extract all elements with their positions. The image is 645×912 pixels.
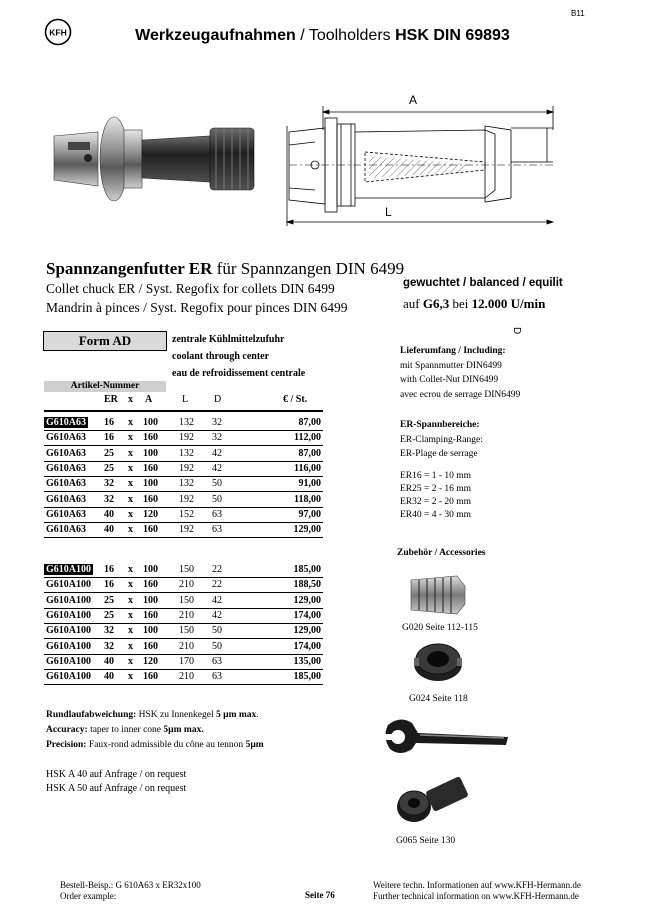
- times-sign: x: [128, 640, 133, 652]
- article-code: G610A100: [46, 671, 91, 683]
- dim-d: 63: [212, 671, 222, 683]
- table-row: [44, 577, 323, 593]
- col-header-price: € / St.: [283, 394, 308, 405]
- accessory-label-g020: G020 Seite 112-115: [402, 623, 478, 633]
- dim-a: 160: [143, 524, 158, 536]
- table-row: [44, 507, 323, 523]
- dim-d: 42: [212, 609, 222, 621]
- times-sign: x: [128, 447, 133, 459]
- table-row: [44, 593, 323, 609]
- er-size: 32: [104, 478, 114, 490]
- price: 87,00: [298, 417, 321, 428]
- table-row: [44, 430, 323, 446]
- dim-d: 32: [212, 417, 222, 428]
- times-sign: x: [128, 524, 133, 536]
- er-size: 32: [104, 640, 114, 652]
- dim-a: 100: [143, 417, 158, 428]
- times-sign: x: [128, 493, 133, 505]
- col-header-a: A: [145, 394, 153, 405]
- product-title-rest: für Spannzangen DIN 6499: [212, 259, 405, 278]
- dim-a: 100: [143, 564, 158, 575]
- times-sign: x: [128, 579, 133, 591]
- article-code: G610A63: [46, 508, 86, 520]
- times-sign: x: [128, 432, 133, 444]
- er-size: 32: [104, 493, 114, 505]
- note-label: Rundlaufabweichung:: [46, 710, 137, 720]
- form-ad-box: Form AD: [43, 331, 167, 351]
- article-code: G610A100: [46, 594, 91, 606]
- price: 188,50: [293, 579, 321, 591]
- dim-d: 32: [212, 432, 222, 444]
- article-code: G610A63: [46, 462, 86, 474]
- dim-l: 132: [179, 417, 194, 428]
- table-row: [44, 476, 323, 492]
- article-code: G610A100: [46, 655, 91, 667]
- er-size: 40: [104, 508, 114, 520]
- dim-l: 192: [179, 493, 194, 505]
- article-code: G610A63: [46, 447, 86, 459]
- er-size: 16: [104, 564, 114, 575]
- dim-d: 50: [212, 640, 222, 652]
- er-size: 16: [104, 432, 114, 444]
- ranges-line: ER-Clamping-Range:: [400, 434, 483, 445]
- clamping-ranges-heading: [400, 418, 483, 462]
- wrench-icon: [380, 715, 510, 760]
- price: 91,00: [298, 478, 321, 490]
- table-row: [44, 446, 323, 462]
- col-header-er: ER: [104, 394, 118, 405]
- times-sign: x: [128, 671, 133, 683]
- request-line: HSK A 40 auf Anfrage / on request: [46, 769, 187, 780]
- er-size: 40: [104, 524, 114, 536]
- er-size: 25: [104, 594, 114, 606]
- note-value: 5µm: [245, 740, 264, 750]
- footer-info-de: Weitere techn. Informationen auf www.KFH-Hermann.de: [373, 880, 581, 890]
- table-row: [44, 492, 323, 508]
- dim-d: 22: [212, 564, 222, 575]
- dim-l: 170: [179, 655, 194, 667]
- er-size: 25: [104, 447, 114, 459]
- note-value: 5 µm max: [215, 710, 257, 720]
- times-sign: x: [128, 625, 133, 637]
- coolant-en: coolant through center: [172, 351, 270, 362]
- balance-spec: [403, 296, 545, 312]
- times-sign: x: [128, 508, 133, 520]
- dim-a: 160: [143, 432, 158, 444]
- toolholder-photo: [50, 108, 260, 208]
- er-size: 32: [104, 625, 114, 637]
- note-runout: [46, 708, 264, 723]
- article-code: G610A63: [46, 478, 86, 490]
- range-value: ER16 = 1 - 10 mm: [400, 471, 472, 481]
- table-row: [44, 654, 323, 670]
- article-code: G610A100: [46, 579, 91, 591]
- article-code: G610A100: [46, 640, 91, 652]
- article-code: G610A63: [46, 524, 86, 536]
- dim-d-label: D: [511, 327, 522, 335]
- runout-notes: [46, 708, 264, 753]
- article-code: G610A63: [46, 493, 86, 505]
- title-part-2: HSK DIN 69893: [395, 27, 510, 44]
- price: 116,00: [294, 462, 321, 474]
- collet-nut-icon: [412, 640, 464, 682]
- clamping-device-icon: [392, 773, 472, 828]
- dim-d: 63: [212, 508, 222, 520]
- scope-line: with Collet-Nut DIN6499: [400, 375, 499, 385]
- note-accuracy: [46, 723, 264, 738]
- order-example-en: Order example:: [60, 891, 117, 901]
- page-number: B11: [571, 9, 585, 18]
- dim-a: 100: [143, 447, 158, 459]
- product-title: [46, 259, 404, 279]
- dim-d: 22: [212, 579, 222, 591]
- table-row: [44, 415, 323, 431]
- note-label: Accuracy:: [46, 725, 88, 735]
- dim-l: 210: [179, 609, 194, 621]
- col-header-l: L: [182, 394, 189, 405]
- dim-d: 42: [212, 594, 222, 606]
- order-example-de: Bestell-Beisp.: G 610A63 x ER32x100: [60, 880, 201, 890]
- request-line: HSK A 50 auf Anfrage / on request: [46, 782, 187, 794]
- article-code: G610A100: [46, 564, 91, 575]
- scope-line: avec ecrou de serrage DIN6499: [400, 389, 521, 400]
- dim-l: 132: [179, 447, 194, 459]
- on-request-notes: [46, 768, 186, 795]
- product-title-bold: Spannzangenfutter ER: [46, 259, 213, 278]
- title-separator: / Toolholders: [295, 27, 396, 44]
- footer-info: [373, 880, 581, 902]
- table-row: [44, 669, 323, 685]
- dim-l: 150: [179, 625, 194, 637]
- dim-a: 100: [143, 625, 158, 637]
- balance-rpm: 12.000 U/min: [471, 296, 546, 311]
- dim-d: 50: [212, 625, 222, 637]
- price: 97,00: [298, 508, 321, 520]
- dim-d: 50: [212, 478, 222, 490]
- ranges-line: ER-Plage de serrage: [400, 449, 478, 459]
- col-header-d: D: [214, 394, 222, 405]
- price: 129,00: [293, 625, 321, 637]
- er-size: 40: [104, 655, 114, 667]
- table-row: [44, 639, 323, 655]
- dim-l: 210: [179, 671, 194, 683]
- price: 112,00: [294, 432, 321, 444]
- dim-l: 210: [179, 579, 194, 591]
- note-value: 5µm max.: [163, 725, 204, 735]
- product-subtitle-fr: Mandrin à pinces / Syst. Regofix pour pinces DIN 6499: [46, 300, 348, 315]
- range-value: ER25 = 2 - 16 mm: [400, 484, 472, 494]
- range-value: ER32 = 2 - 20 mm: [400, 497, 472, 507]
- price: 174,00: [293, 640, 321, 652]
- dim-a: 160: [143, 579, 158, 591]
- table-row: [44, 522, 323, 538]
- table-row: [44, 562, 323, 578]
- balance-spec-pre: auf: [403, 296, 423, 311]
- times-sign: x: [128, 462, 133, 474]
- dim-a: 120: [143, 508, 158, 520]
- dim-d: 42: [212, 462, 222, 474]
- ranges-heading: ER-Spannbereiche:: [400, 420, 480, 430]
- dim-d: 63: [212, 655, 222, 667]
- dim-a: 100: [143, 478, 158, 490]
- times-sign: x: [128, 417, 133, 428]
- balanced-label: gewuchtet / balanced / equilit: [403, 277, 563, 289]
- header-rule: [44, 410, 323, 412]
- table-row: [44, 608, 323, 624]
- er-size: 16: [104, 579, 114, 591]
- er-size: 40: [104, 671, 114, 683]
- dim-l-label: L: [385, 205, 392, 219]
- footer-page-number: Seite 76: [305, 890, 335, 900]
- accessory-label-g065: G065 Seite 130: [396, 836, 456, 846]
- dim-l: 192: [179, 432, 194, 444]
- table-row: [44, 623, 323, 639]
- article-code: G610A63: [46, 432, 86, 444]
- logo-text: KFH: [49, 27, 67, 38]
- order-example: [60, 880, 201, 902]
- times-sign: x: [128, 478, 133, 490]
- note-text: taper to inner cone: [87, 725, 164, 735]
- article-code: G610A63: [46, 417, 86, 428]
- coolant-de: zentrale Kühlmittelzufuhr: [172, 334, 285, 345]
- note-precision: [46, 738, 264, 753]
- er-size: 25: [104, 609, 114, 621]
- dim-d: 63: [212, 524, 222, 536]
- price: 135,00: [293, 655, 321, 667]
- range-value: ER40 = 4 - 30 mm: [400, 510, 472, 520]
- title-part-1: Werkzeugaufnahmen: [135, 27, 296, 44]
- price: 129,00: [293, 594, 321, 606]
- article-code: G610A100: [46, 609, 91, 621]
- er-size: 25: [104, 462, 114, 474]
- note-end: .: [256, 710, 259, 720]
- scope-heading: Lieferumfang / Including:: [400, 346, 506, 356]
- price: 185,00: [293, 671, 321, 683]
- scope-of-delivery: [400, 344, 520, 402]
- dim-a: 100: [143, 594, 158, 606]
- accessories-heading: Zubehör / Accessories: [397, 548, 486, 558]
- scope-line: mit Spannmutter DIN6499: [400, 360, 502, 371]
- balance-spec-mid: bei: [449, 296, 472, 311]
- price: 87,00: [298, 447, 321, 459]
- article-number-label: Artikel-Nummer: [44, 381, 166, 392]
- page-title: [0, 27, 645, 45]
- dim-a: 160: [143, 640, 158, 652]
- accessory-label-g024: G024 Seite 118: [409, 694, 468, 704]
- dim-a: 120: [143, 655, 158, 667]
- note-text: Faux-rond admissible du cône au tennon: [86, 740, 246, 750]
- price: 118,00: [294, 493, 321, 505]
- dim-a: 160: [143, 671, 158, 683]
- price: 185,00: [293, 564, 321, 575]
- article-code: G610A100: [46, 625, 91, 637]
- times-sign: x: [128, 655, 133, 667]
- dim-a: 160: [143, 493, 158, 505]
- dim-l: 192: [179, 462, 194, 474]
- coolant-fr: eau de refroidissement centrale: [172, 368, 306, 379]
- dim-d: 42: [212, 447, 222, 459]
- times-sign: x: [128, 609, 133, 621]
- dim-l: 132: [179, 478, 194, 490]
- footer-info-en: Further technical information on www.KFH-Hermann.de: [373, 891, 579, 901]
- clamping-ranges-values: [400, 470, 471, 522]
- dim-a: 160: [143, 462, 158, 474]
- balance-grade: G6,3: [422, 296, 450, 311]
- collet-icon: [405, 572, 469, 618]
- product-subtitle-en: Collet chuck ER / Syst. Regofix for collets DIN 6499: [46, 281, 335, 296]
- note-text: HSK zu Innenkegel: [136, 710, 216, 720]
- dim-l: 150: [179, 564, 194, 575]
- note-label: Precision:: [46, 740, 87, 750]
- dim-a-label: A: [409, 93, 418, 107]
- times-sign: x: [128, 564, 133, 575]
- dim-l: 152: [179, 508, 194, 520]
- col-header-x: x: [128, 394, 133, 405]
- dim-a: 160: [143, 609, 158, 621]
- price: 129,00: [293, 524, 321, 536]
- dim-l: 210: [179, 640, 194, 652]
- er-size: 16: [104, 417, 114, 428]
- table-row: [44, 461, 323, 477]
- price: 174,00: [293, 609, 321, 621]
- times-sign: x: [128, 594, 133, 606]
- dim-l: 192: [179, 524, 194, 536]
- dim-l: 150: [179, 594, 194, 606]
- dim-d: 50: [212, 493, 222, 505]
